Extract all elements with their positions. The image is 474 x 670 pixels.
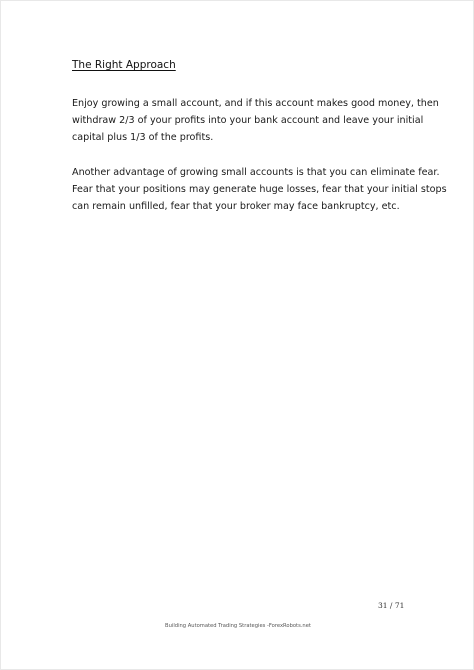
paragraph-eliminate-fear xyxy=(72,164,447,215)
paragraph-line: can remain unfilled, fear that your broker may face bankruptcy, etc. xyxy=(72,201,400,212)
paragraph-line: Another advantage of growing small accounts is that you can eliminate fear. xyxy=(72,167,440,178)
paragraph-line: withdraw 2/3 of your profits into your bank account and leave your initial xyxy=(72,115,424,126)
paragraph-withdraw-profits xyxy=(72,95,439,146)
page-number: 31 / 71 xyxy=(378,601,405,610)
paragraph-line: Fear that your positions may generate huge losses, fear that your initial stops xyxy=(72,184,447,195)
page-footer: Building Automated Trading Strategies -ForexRobots.net xyxy=(165,623,311,629)
paragraph-line: capital plus 1/3 of the profits. xyxy=(72,132,214,143)
paragraph-line: Enjoy growing a small account, and if this account makes good money, then xyxy=(72,98,439,109)
section-heading: The Right Approach xyxy=(72,59,176,71)
